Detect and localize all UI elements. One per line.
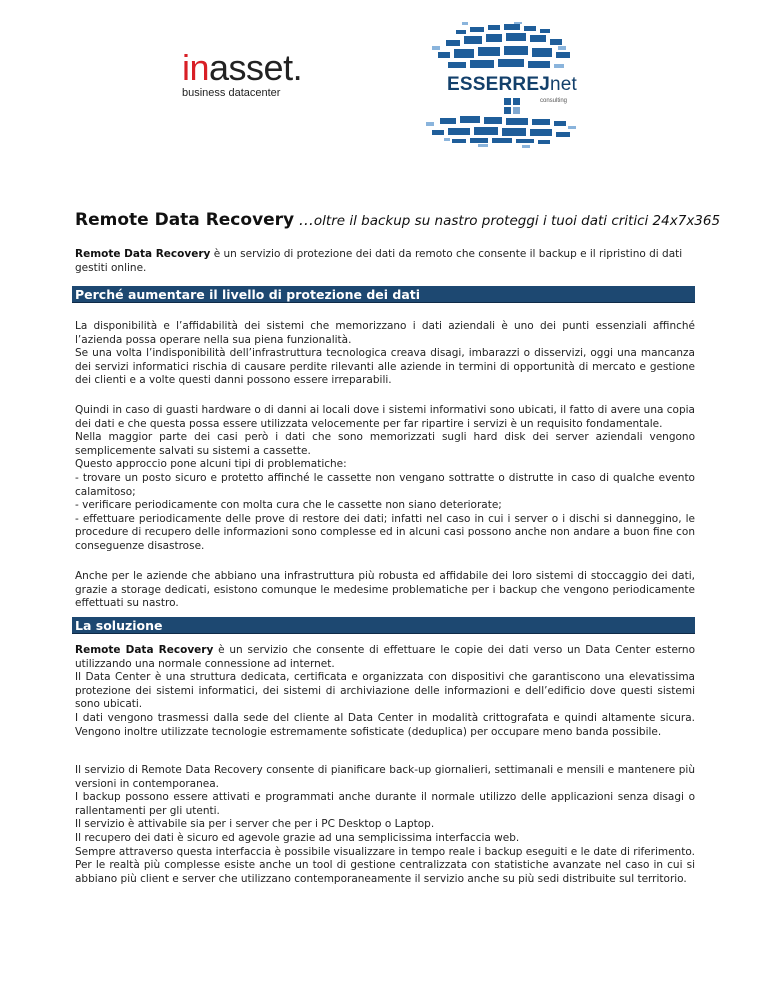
section2-para8: Sempre attraverso questa interfaccia è possibile visualizzare in tempo reale i backup eseguiti e le date di riferimento. (75, 845, 695, 858)
section2-para7: Il recupero dei dati è sicuro ed agevole grazie ad una semplicissima interfaccia web. (75, 831, 520, 844)
section2-block-b (75, 764, 695, 886)
inasset-wordmark: inasset. (182, 47, 303, 88)
inasset-tagline: business datacenter (182, 87, 281, 99)
esserrejnet-wordmark: ESSERREJnet (447, 74, 577, 95)
esserrejnet-logo (418, 22, 588, 148)
intro-lead: Remote Data Recovery (75, 248, 211, 260)
section1-para5: Questo approccio pone alcuni tipi di problematiche: (75, 458, 347, 471)
section2-para1: è un servizio che consente di effettuare le copie dei dati verso un Data Center esterno utilizzando una normale connessione ad internet. (75, 644, 695, 670)
document-title (75, 210, 721, 230)
section1-bullet3: - effettuare periodicamente delle prove di restore dei dati; infatti nel caso in cui i server o i dischi si danneggino, le procedure di recupero delle informazioni sono complesse ed in alcuni casi possono anche non andare a buon fine con conseguenze disastrose. (75, 512, 695, 552)
section-heading-protezione: Perché aumentare il livello di protezione dei dati (72, 286, 695, 303)
section1-bullet1: - trovare un posto sicuro e protetto affinché le cassette non vengano sottratte o distrutte in caso di qualche evento calamitoso; (75, 471, 695, 498)
section1-block-a (75, 320, 695, 388)
section2-para3: I dati vengono trasmessi dalla sede del cliente al Data Center in modalità crittografata e quindi altamente sicura. Vengono inoltre utilizzate tecnologie estremamente sofisticate (deduplica) per occupare meno banda possibile. (75, 711, 695, 738)
section2-para6: Il servizio è attivabile sia per i server che per i PC Desktop o Laptop. (75, 818, 435, 831)
title-ellipsis: … (294, 211, 314, 229)
section1-block-b (75, 404, 695, 554)
section1-para3: Quindi in caso di guasti hardware o di danni ai locali dove i sistemi informativi sono ubicati, il fatto di avere una copia dei dati e che questa possa essere utilizzata velocemente per far ripartire i servizi è un requisito fondamentale. (75, 404, 695, 430)
section-heading-soluzione: La soluzione (72, 617, 695, 634)
title-subtitle: oltre il backup su nastro proteggi i tuoi dati critici 24x7x365 (313, 213, 721, 229)
section1-bullet2: - verificare periodicamente con molta cura che le cassette non siano deteriorate; (75, 499, 502, 512)
section1-para2: Se una volta l’indisponibilità dell’infrastruttura tecnologica creava disagi, imbarazzi o disservizi, oggi una mancanza dei servizi informatici rischia di causare perdite rilevanti alle aziende in termini di opportunità di mercato e gestione dei clienti e a volte questi danni possono essere irreparabili. (75, 347, 695, 387)
section1-para6: Anche per le aziende che abbiano una infrastruttura più robusta ed affidabile dei loro sistemi di stoccaggio dei dati, grazie a storage dedicati, esistono comunque le medesime problematiche per i backup che vengono periodicamente effettuati su nastro. (75, 570, 695, 610)
section1-para1: La disponibilità e l’affidabilità dei sistemi che memorizzano i dati aziendali è uno dei punti essenziali affinché l’azienda possa operare nella sua piena funzionalità. (75, 320, 695, 346)
title-main: Remote Data Recovery (75, 210, 295, 230)
section1-para4: Nella maggior parte dei casi però i dati che sono memorizzati sugli hard disk dei server aziendali vengono semplicemente salvati su sistemi a cassette. (75, 431, 695, 457)
section2-para9: Per le realtà più complesse esiste anche un tool di gestione centralizzata con statistiche avanzate nel caso in cui si abbiano più client e server che utilizzano contemporaneamente il servizio anche su più sedi distribuite sul territorio. (75, 859, 695, 885)
intro-paragraph: Remote Data Recovery è un servizio di protezione dei dati da remoto che consente il backup e il ripristino di dati gestiti online. (75, 248, 683, 274)
section2-para5: I backup possono essere attivati e programmati anche durante il normale utilizzo delle applicazioni senza disagi o rallentamenti per gli utenti. (75, 791, 695, 817)
section2-lead: Remote Data Recovery (75, 644, 214, 656)
section2-block-a (75, 644, 695, 739)
inasset-logo (182, 47, 303, 99)
section2-para2: Il Data Center è una struttura dedicata, certificata e organizzata con dispositivi che garantiscono una elevatissima protezione dei sistemi informatici, dei sistemi di archiviazione delle informazioni e dell’edificio dove questi sistemi sono ubicati. (75, 671, 695, 711)
esserrejnet-sub: consulting (540, 98, 568, 104)
section2-para4: Il servizio di Remote Data Recovery consente di pianificare back-up giornalieri, settimanali e mensili e mantenere più versioni in contemporanea. (75, 764, 695, 790)
section1-block-c (75, 570, 695, 611)
